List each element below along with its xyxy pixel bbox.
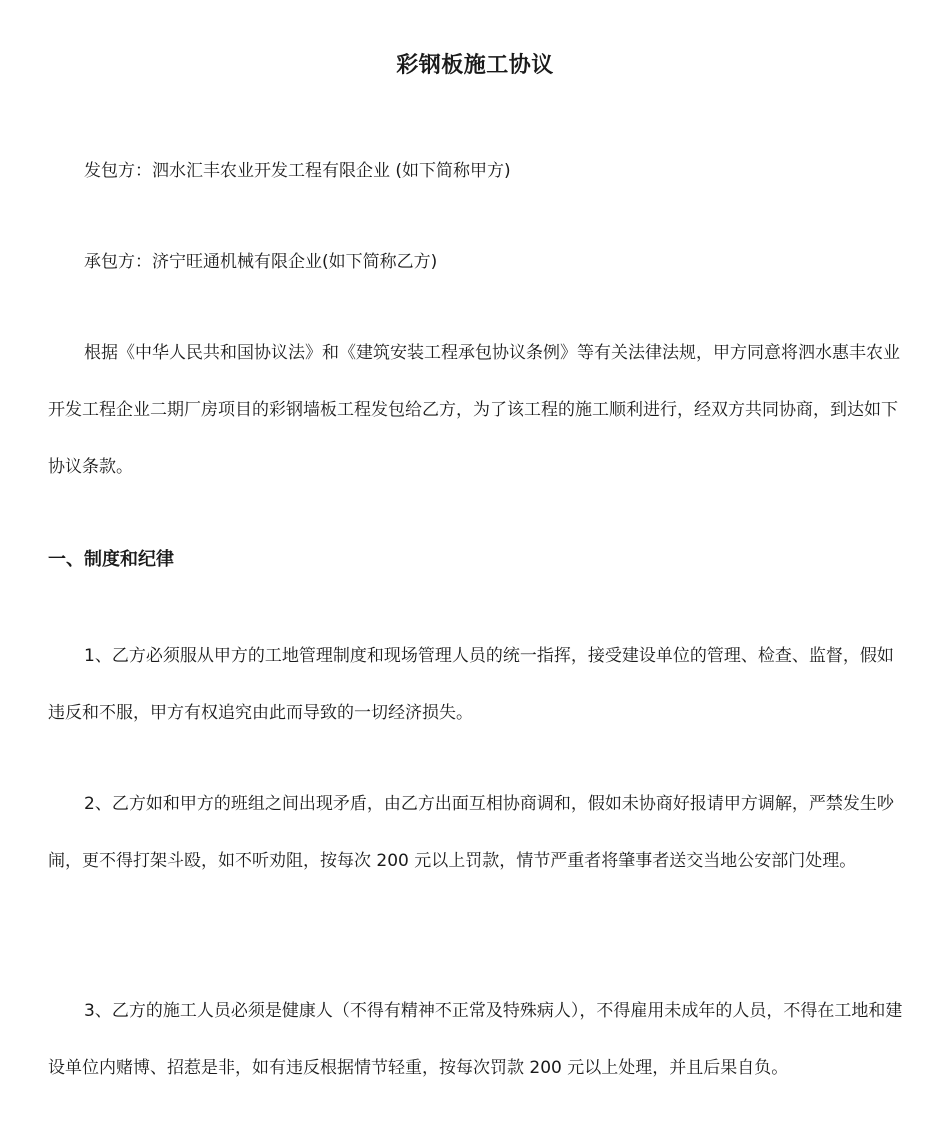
issuer-line: 发包方：泗水汇丰农业开发工程有限企业 (如下简称甲方)	[84, 161, 511, 181]
intro-paragraph: 根据《中华人民共和国协议法》和《建筑安装工程承包协议条例》等有关法律法规，甲方同意将泗水惠丰农业开发工程企业二期厂房项目的彩钢墙板工程发包给乙方，为了该工程的施工顺利进行，经双方共同协商，到达如下协议条款。	[48, 343, 900, 477]
document-title: 彩钢板施工协议	[396, 53, 554, 78]
receiver-line: 承包方：济宁旺通机械有限企业(如下简称乙方)	[84, 252, 438, 272]
clause-2: 2、乙方如和甲方的班组之间出现矛盾，由乙方出面互相协商调和，假如未协商好报请甲方调解，严禁发生吵闹，更不得打架斗殴，如不听劝阻，按每次 200 元以上罚款，情节严重者将肇事者送交当地公安部门处理。	[48, 794, 894, 871]
section-heading-discipline: 一、制度和纪律	[48, 549, 174, 570]
clause-3: 3、乙方的施工人员必须是健康人（不得有精神不正常及特殊病人），不得雇用未成年的人员，不得在工地和建设单位内赌博、招惹是非，如有违反根据情节轻重，按每次罚款 200 元以上处理，并且后果自负。	[48, 1001, 903, 1078]
clause-1: 1、乙方必须服从甲方的工地管理制度和现场管理人员的统一指挥，接受建设单位的管理、检查、监督，假如违反和不服，甲方有权追究由此而导致的一切经济损失。	[48, 646, 894, 723]
